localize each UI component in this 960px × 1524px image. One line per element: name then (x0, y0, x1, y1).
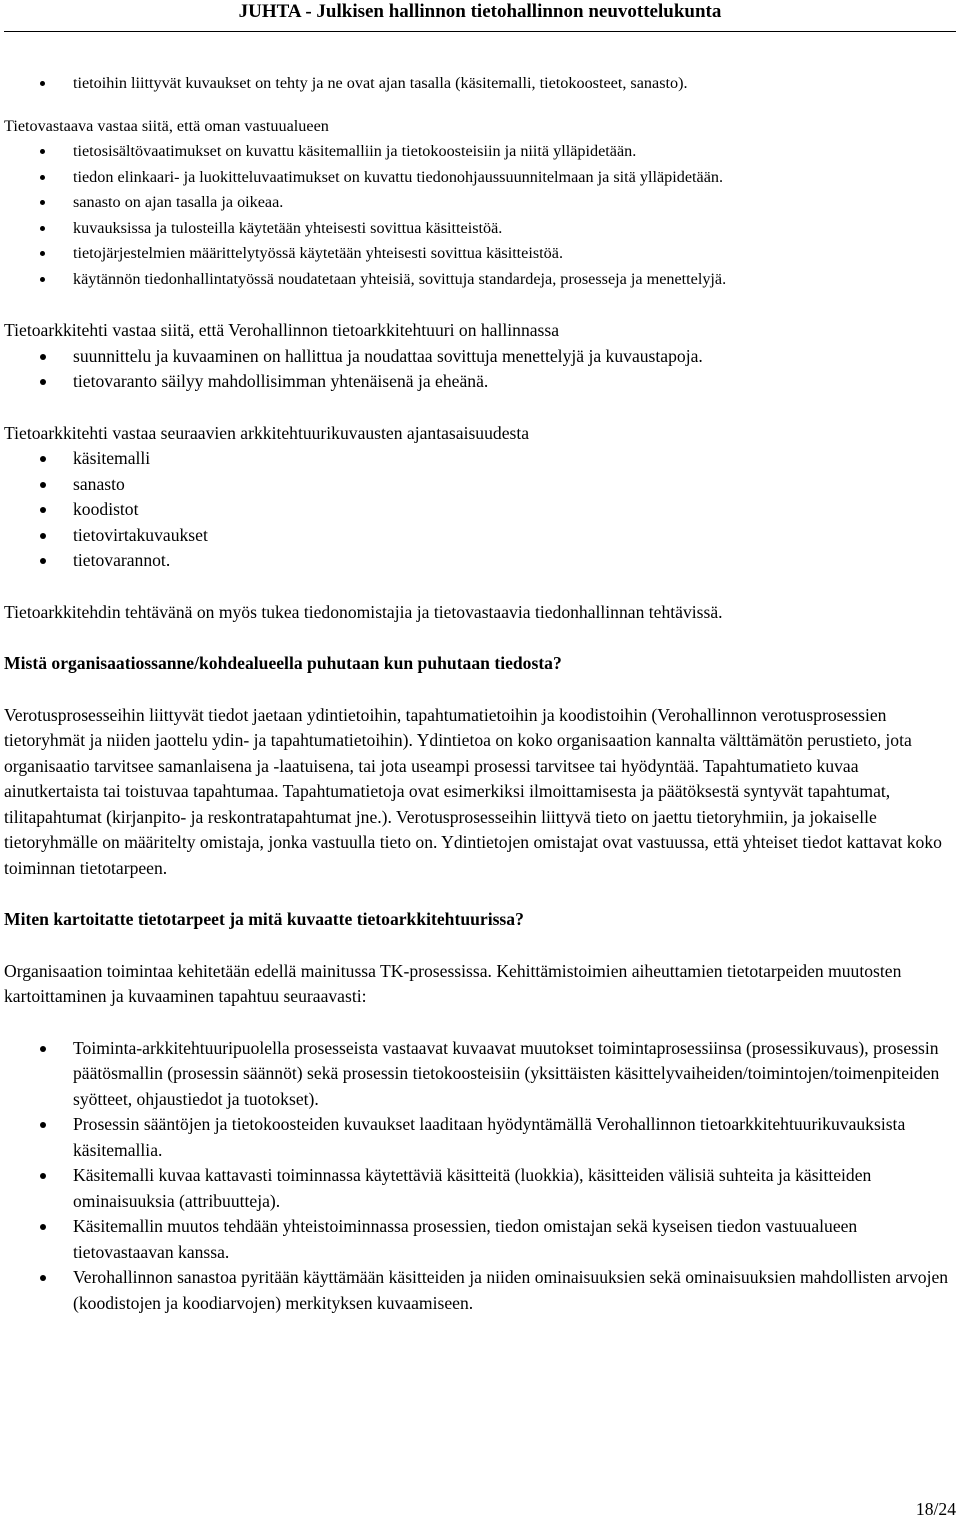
list-item: tietovaranto säilyy mahdollisimman yhtenäisenä ja eheänä. (4, 369, 956, 395)
list-tietoarkkitehti-1 (4, 344, 956, 395)
list-item: käsitemalli (4, 446, 956, 472)
list-item: sanasto on ajan tasalla ja oikeaa. (4, 190, 956, 216)
paragraph-tietoarkkitehti-1: Tietoarkkitehti vastaa siitä, että Verohallinnon tietoarkkitehtuuri on hallinnassa (4, 320, 560, 340)
section-heading-tieto: Mistä organisaatiossanne/kohdealueella puhutaan kun puhutaan tiedosta? (4, 653, 562, 673)
paragraph-tietoarkkitehdin-tehtava: Tietoarkkitehdin tehtävänä on myös tukea tiedonomistajia ja tietovastaavia tiedonhallinnan tehtävissä. (4, 601, 723, 622)
list-item: tietovarannot. (4, 548, 956, 574)
document-body (4, 71, 956, 1316)
page-number: 18/24 (915, 1499, 956, 1519)
list-item: tietosisältövaatimukset on kuvattu käsitemalliin ja tietokoosteisiin ja niitä ylläpidetään. (4, 139, 956, 165)
list-item: Verohallinnon sanastoa pyritään käyttämään käsitteiden ja niiden ominaisuuksien sekä ominaisuuksien mahdollisten arvojen (koodistojen ja koodiarvojen) merkityksen kuvaamiseen. (4, 1265, 956, 1316)
section-heading-tietotarpeet: Miten kartoitatte tietotarpeet ja mitä kuvaatte tietoarkkitehtuurissa? (4, 909, 524, 929)
list-item: Käsitemallin muutos tehdään yhteistoiminnassa prosessien, tiedon omistajan sekä kyseisen tiedon vastuualueen tietovastaavan kanssa. (4, 1214, 956, 1265)
list-item: kuvauksissa ja tulosteilla käytetään yhteisesti sovittua käsitteistöä. (4, 216, 956, 242)
list-item: Prosessin sääntöjen ja tietokoosteiden kuvaukset laaditaan hyödyntämällä Verohallinnon tietoarkkitehtuurikuvauksista käsitemallia. (4, 1112, 956, 1163)
list-item: tietovirtakuvaukset (4, 523, 956, 549)
paragraph-tietovastaava: Tietovastaava vastaa siitä, että oman vastuualueen (4, 116, 329, 135)
list-item: sanasto (4, 472, 956, 498)
paragraph-verotusprosessit: Verotusprosesseihin liittyvät tiedot jaetaan ydintietoihin, tapahtumatietoihin ja koodistoihin (Verohallinnon verotusprosessien tietoryhmät ja niiden jaottelu ydin- ja tapahtumatietoihin). Ydintietoa on koko organisaation kannalta välttämätön perustieto, jota organisaatio tarvitsee samanlaisena ja -laatuisena, tai jota useampi prosessi tarvitsee tai hyödyntää. Tapahtumatieto kuvaa ainutkertaista tai toistuvaa tapahtumaa. Tapahtumatietoja ovat esimerkiksi ilmoittamisesta ja päätöksestä syntyvät tapahtumat, tilitapahtumat (kirjanpito- ja reskontratapahtumat jne.). Verotusprosesseihin liittyvä tieto on jaettu tietoryhmiin, ja jokaiselle tietoryhmälle on määritelty omistaja, jonka vastuulla tieto on. Ydintietojen omistajat ovat vastuussa, että yhteiset tiedot kattavat koko toiminnan tietotarpeen. (4, 704, 942, 878)
paragraph-organisaatio: Organisaation toimintaa kehitetään edellä mainitussa TK-prosessissa. Kehittämistoimien aiheuttamien tietotarpeiden muutosten kartoittaminen ja kuvaaminen tapahtuu seuraavasti: (4, 960, 902, 1006)
list-item: tietoihin liittyvät kuvaukset on tehty ja ne ovat ajan tasalla (käsitemalli, tietokoosteet, sanasto). (4, 71, 956, 97)
list-tietovastaava (4, 139, 956, 292)
paragraph-tietoarkkitehti-2: Tietoarkkitehti vastaa seuraavien arkkitehtuurikuvausten ajantasaisuudesta (4, 422, 530, 443)
page-header: JUHTA - Julkisen hallinnon tietohallinnon neuvottelukunta (238, 1, 722, 22)
list-kuvaukset (4, 446, 956, 574)
list-item: suunnittelu ja kuvaaminen on hallittua ja noudattaa sovittuja menettelyjä ja kuvaustapoja. (4, 344, 956, 370)
list-item: koodistot (4, 497, 956, 523)
list-top (4, 71, 956, 97)
list-kartoitus (4, 1036, 956, 1317)
list-item: tiedon elinkaari- ja luokitteluvaatimukset on kuvattu tiedonohjaussuunnitelmaan ja sitä ylläpidetään. (4, 165, 956, 191)
header-divider (4, 31, 956, 32)
list-item: käytännön tiedonhallintatyössä noudatetaan yhteisiä, sovittuja standardeja, prosesseja ja menettelyjä. (4, 267, 956, 293)
list-item: Toiminta-arkkitehtuuripuolella prosesseista vastaavat kuvaavat muutokset toimintaprosessiinsa (prosessikuvaus), prosessin päätösmallin (prosessin säännöt) sekä prosessin tietokoosteisiin (yksittäisten käsittelyvaiheiden/toimintojen/toimenpiteiden syötteet, ohjaustiedot ja tuotokset). (4, 1036, 956, 1113)
list-item: tietojärjestelmien määrittelytyössä käytetään yhteisesti sovittua käsitteistöä. (4, 241, 956, 267)
list-item: Käsitemalli kuvaa kattavasti toiminnassa käytettäviä käsitteitä (luokkia), käsitteiden välisiä suhteita ja käsitteiden ominaisuuksia (attribuutteja). (4, 1163, 956, 1214)
